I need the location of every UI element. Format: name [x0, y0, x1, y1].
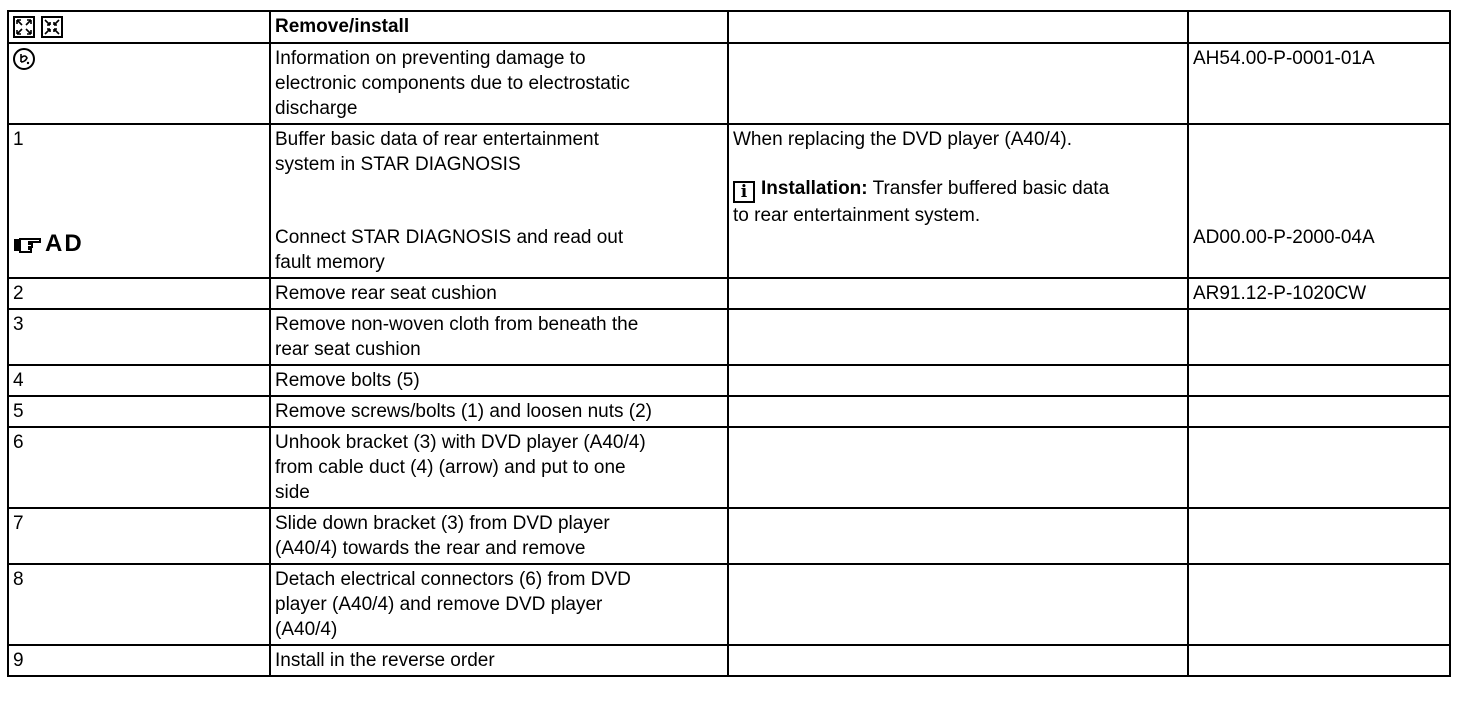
- header-empty-cell: [728, 11, 1188, 43]
- esd-ref[interactable]: AH54.00-P-0001-01A: [1188, 43, 1450, 124]
- ad-label: AD: [45, 230, 84, 257]
- step-text-line: player (A40/4) and remove DVD player: [275, 594, 603, 615]
- table-row: [8, 427, 1450, 508]
- table-header-row: [8, 11, 1450, 43]
- step-text-line: (A40/4) towards the rear and remove: [275, 538, 586, 559]
- header-title: Remove/install: [270, 11, 728, 43]
- table-row: [8, 645, 1450, 676]
- expand-arrows-icon[interactable]: [13, 16, 35, 38]
- step-text-line: from cable duct (4) (arrow) and put to one: [275, 457, 626, 478]
- installation-note: [733, 176, 1187, 203]
- esd-text-line: electronic components due to electrostatic: [275, 73, 630, 94]
- table-row: [8, 124, 1450, 278]
- sub-step-text-line: fault memory: [275, 252, 385, 273]
- step-number: 2: [8, 278, 270, 309]
- header-empty-cell: [1188, 11, 1450, 43]
- step-text: Remove rear seat cushion: [270, 278, 728, 309]
- step-number: 5: [8, 396, 270, 427]
- step-number-cell: [8, 124, 270, 278]
- step-note-cell: [728, 645, 1188, 676]
- info-icon: i: [733, 181, 755, 203]
- step-text-line: Unhook bracket (3) with DVD player (A40/4): [275, 432, 646, 453]
- esd-text-line: discharge: [275, 98, 358, 119]
- step-number: 3: [8, 309, 270, 365]
- step-text: Remove bolts (5): [270, 365, 728, 396]
- step-note-cell: [728, 278, 1188, 309]
- step-ref-cell: [1188, 124, 1450, 278]
- step-number: 8: [8, 564, 270, 645]
- step-note-cell: [728, 564, 1188, 645]
- step-text-cell: [270, 508, 728, 564]
- step-number: 7: [8, 508, 270, 564]
- step-ref-cell: [1188, 645, 1450, 676]
- sub-step-ref[interactable]: AD00.00-P-2000-04A: [1193, 227, 1375, 248]
- esd-warning-icon: [13, 48, 35, 70]
- table-row: [8, 365, 1450, 396]
- step-ref-cell: [1188, 508, 1450, 564]
- step-text: Remove screws/bolts (1) and loosen nuts (2): [270, 396, 728, 427]
- table-row: [8, 309, 1450, 365]
- ad-reference[interactable]: [13, 231, 84, 256]
- step-text: Install in the reverse order: [270, 645, 728, 676]
- esd-text-cell: [270, 43, 728, 124]
- step-text-line: side: [275, 482, 310, 503]
- step-note-cell: [728, 508, 1188, 564]
- step-text-line: Detach electrical connectors (6) from DVD: [275, 569, 631, 590]
- step-ref-cell: [1188, 396, 1450, 427]
- step-text-cell: [270, 124, 728, 278]
- step-note-cell: [728, 427, 1188, 508]
- step-number: 6: [8, 427, 270, 508]
- step-text-cell: [270, 427, 728, 508]
- step-ref-cell: [1188, 427, 1450, 508]
- hand-pointer-icon: [13, 233, 43, 255]
- note-text-line: When replacing the DVD player (A40/4).: [733, 129, 1072, 150]
- step-number: 4: [8, 365, 270, 396]
- step-text-line: Slide down bracket (3) from DVD player: [275, 513, 610, 534]
- esd-text-line: Information on preventing damage to: [275, 48, 586, 69]
- header-icons-cell: [8, 11, 270, 43]
- step-note-cell: [728, 309, 1188, 365]
- step-text-cell: [270, 564, 728, 645]
- step-number: 1: [13, 129, 24, 150]
- procedure-table: [7, 10, 1451, 677]
- step-number: 9: [8, 645, 270, 676]
- esd-note-cell: [728, 43, 1188, 124]
- step-note-cell: [728, 365, 1188, 396]
- step-ref-cell: [1188, 564, 1450, 645]
- step-note-cell: [728, 124, 1188, 278]
- note-text-line: to rear entertainment system.: [733, 205, 981, 226]
- step-text-line: system in STAR DIAGNOSIS: [275, 154, 521, 175]
- installation-label: Installation:: [761, 178, 868, 199]
- step-text-line: rear seat cushion: [275, 339, 421, 360]
- step-text-line: (A40/4): [275, 619, 338, 640]
- sub-step-text-line: Connect STAR DIAGNOSIS and read out: [275, 227, 624, 248]
- step-note-cell: [728, 396, 1188, 427]
- table-row: [8, 396, 1450, 427]
- step-ref-cell: [1188, 365, 1450, 396]
- table-row: [8, 564, 1450, 645]
- step-text-line: Remove non-woven cloth from beneath the: [275, 314, 639, 335]
- table-row: [8, 278, 1450, 309]
- note-text: Transfer buffered basic data: [872, 178, 1110, 199]
- step-ref-cell: [1188, 309, 1450, 365]
- step-text-line: Buffer basic data of rear entertainment: [275, 129, 599, 150]
- step-text-cell: [270, 309, 728, 365]
- collapse-arrows-icon[interactable]: [41, 16, 63, 38]
- esd-info-row: [8, 43, 1450, 124]
- table-row: [8, 508, 1450, 564]
- step-ref[interactable]: AR91.12-P-1020CW: [1188, 278, 1450, 309]
- esd-icon-cell: [8, 43, 270, 124]
